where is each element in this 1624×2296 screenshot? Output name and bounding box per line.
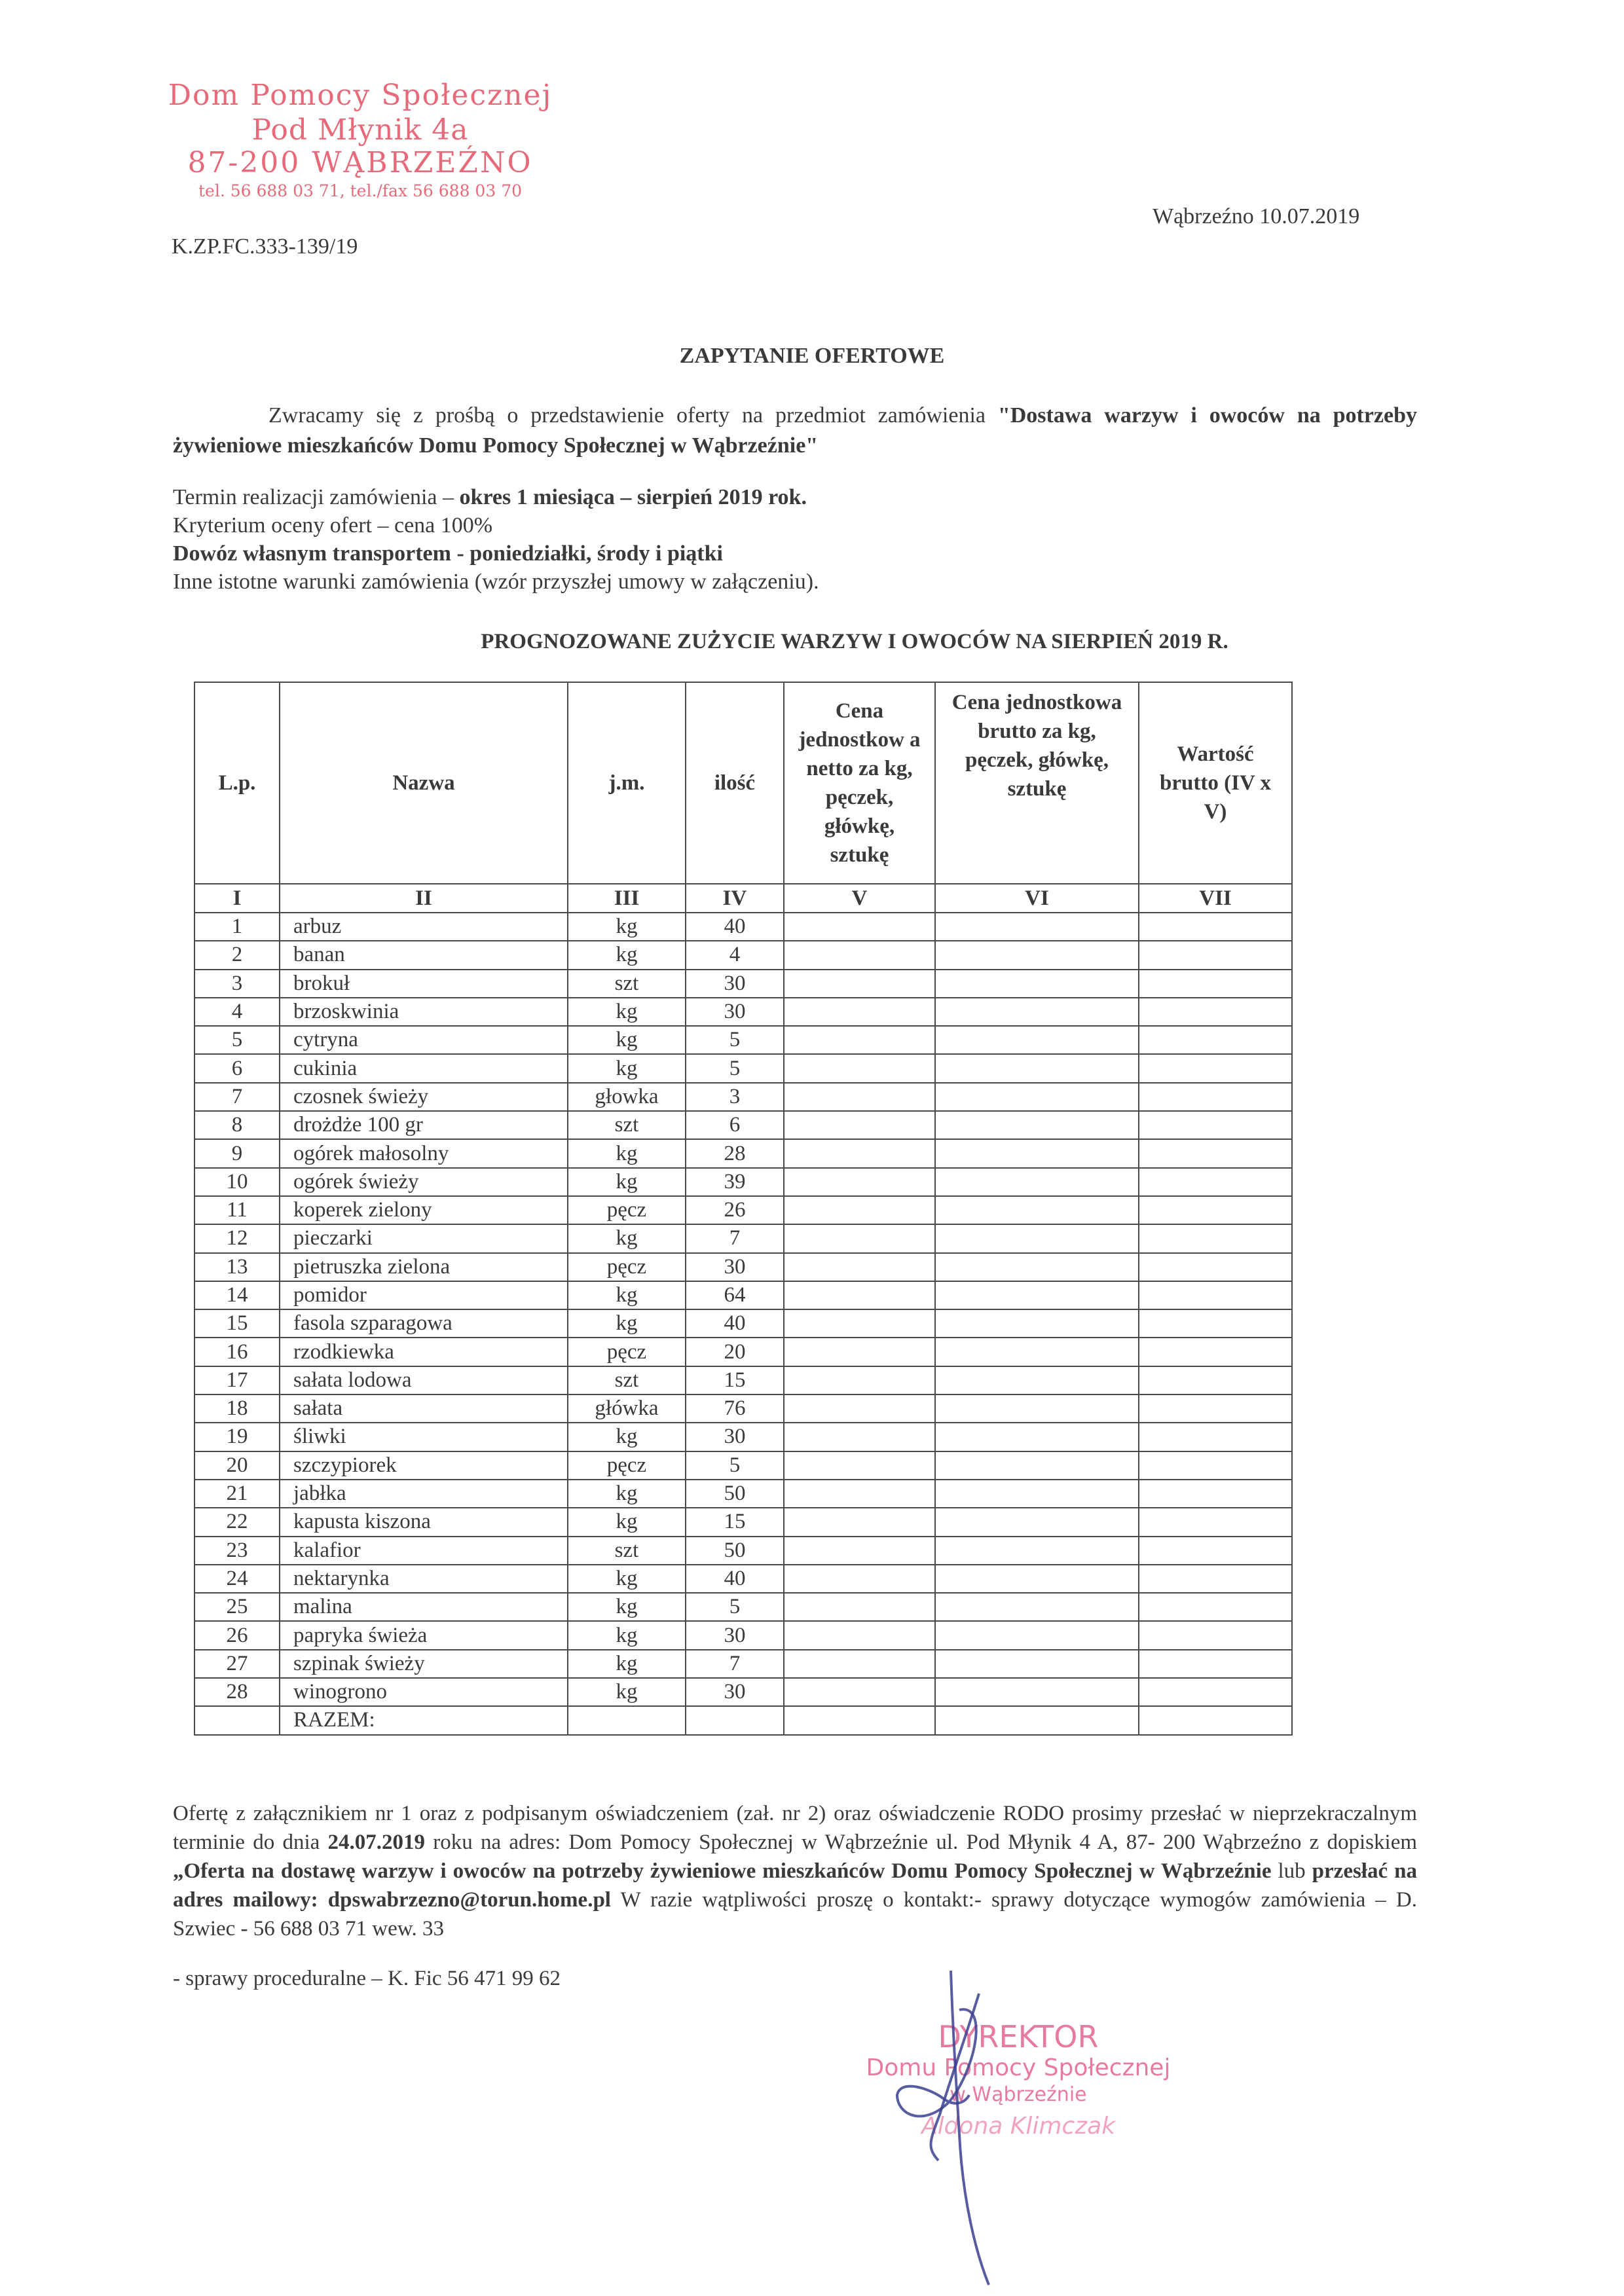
row-quantity: 28 xyxy=(686,1139,784,1167)
row-gross-price-cell[interactable] xyxy=(935,1621,1139,1649)
row-number: 20 xyxy=(194,1451,280,1480)
row-name: śliwki xyxy=(280,1423,568,1451)
row-number: 22 xyxy=(194,1508,280,1536)
row-unit: pęcz xyxy=(568,1196,686,1224)
row-net-price-cell[interactable] xyxy=(784,1621,935,1649)
table-row xyxy=(194,1423,1292,1451)
row-number: 25 xyxy=(194,1593,280,1621)
submission-text: Ofertę z załącznikiem nr 1 oraz z podpisanym oświadczeniem (zał. nr 2) oraz oświadczenie RODO prosimy przesłać w nieprzekraczalnym terminie do dnia xyxy=(173,1802,1417,1854)
row-quantity: 30 xyxy=(686,1253,784,1281)
total-row xyxy=(194,1706,1292,1734)
row-net-price-cell[interactable] xyxy=(784,941,935,969)
row-quantity: 40 xyxy=(686,1309,784,1338)
row-unit: kg xyxy=(568,1508,686,1536)
row-quantity: 15 xyxy=(686,1508,784,1536)
row-unit: pęcz xyxy=(568,1451,686,1480)
row-quantity: 5 xyxy=(686,1451,784,1480)
table-row xyxy=(194,1281,1292,1309)
row-unit: szt xyxy=(568,970,686,998)
row-net-price-cell[interactable] xyxy=(784,1196,935,1224)
row-gross-price-cell[interactable] xyxy=(935,1196,1139,1224)
row-unit: pęcz xyxy=(568,1338,686,1366)
row-net-price-cell[interactable] xyxy=(784,1451,935,1480)
row-number: 14 xyxy=(194,1281,280,1309)
row-quantity: 7 xyxy=(686,1224,784,1252)
row-number: 21 xyxy=(194,1480,280,1508)
row-name: kalafior xyxy=(280,1537,568,1565)
row-net-price-cell[interactable] xyxy=(784,1054,935,1082)
table-row xyxy=(194,1168,1292,1196)
row-gross-value-cell[interactable] xyxy=(1139,1253,1292,1281)
row-unit: głowka xyxy=(568,1083,686,1111)
row-name: malina xyxy=(280,1593,568,1621)
table-row xyxy=(194,1253,1292,1281)
row-net-price-cell[interactable] xyxy=(784,1394,935,1423)
terms-other: Inne istotne warunki zamówienia (wzór przyszłej umowy w załączeniu). xyxy=(173,570,819,594)
row-number: 24 xyxy=(194,1565,280,1593)
director-city: w Wąbrzeźnie xyxy=(950,2083,1087,2106)
row-gross-value-cell[interactable] xyxy=(1139,1224,1292,1252)
row-gross-value-cell[interactable] xyxy=(1139,1083,1292,1111)
row-quantity: 26 xyxy=(686,1196,784,1224)
director-title: DYREKTOR xyxy=(938,2019,1099,2054)
row-net-price-cell[interactable] xyxy=(784,1366,935,1394)
row-gross-value-cell[interactable] xyxy=(1139,970,1292,998)
row-gross-value-cell[interactable] xyxy=(1139,1196,1292,1224)
reference-number: K.ZP.FC.333-139/19 xyxy=(172,234,358,259)
row-number: 6 xyxy=(194,1054,280,1082)
intro-text: Zwracamy się z prośbą o przedstawienie oferty na przedmiot zamówienia xyxy=(268,403,998,428)
row-unit: szt xyxy=(568,1366,686,1394)
table-row xyxy=(194,1224,1292,1252)
row-gross-value-cell[interactable] xyxy=(1139,1111,1292,1139)
row-quantity: 40 xyxy=(686,1565,784,1593)
row-net-price-cell[interactable] xyxy=(784,1309,935,1338)
row-name: drożdże 100 gr xyxy=(280,1111,568,1139)
stamp-org-name: Dom Pomocy Społecznej xyxy=(168,79,553,112)
row-name: szczypiorek xyxy=(280,1451,568,1480)
row-net-price-cell[interactable] xyxy=(784,1026,935,1054)
table-row xyxy=(194,941,1292,969)
row-unit: kg xyxy=(568,941,686,969)
row-unit: pęcz xyxy=(568,1253,686,1281)
column-number: I xyxy=(194,884,280,913)
row-gross-price-cell[interactable] xyxy=(935,1281,1139,1309)
column-number: II xyxy=(280,884,568,913)
row-number: 7 xyxy=(194,1083,280,1111)
row-gross-price-cell[interactable] xyxy=(935,1480,1139,1508)
row-quantity: 4 xyxy=(686,941,784,969)
header-gross-price: Cena jednostkowa brutto za kg, pęczek, główkę, sztukę xyxy=(935,682,1139,884)
row-quantity: 20 xyxy=(686,1338,784,1366)
row-net-price-cell[interactable] xyxy=(784,1508,935,1536)
row-quantity: 39 xyxy=(686,1168,784,1196)
row-name: cytryna xyxy=(280,1026,568,1054)
table-row xyxy=(194,1678,1292,1706)
submission-email[interactable]: przesłać na adres mailowy: dpswabrzezno@torun.home.pl xyxy=(173,1859,1417,1912)
row-net-price-cell[interactable] xyxy=(784,1480,935,1508)
row-gross-price-cell[interactable] xyxy=(935,1366,1139,1394)
row-name: czosnek świeży xyxy=(280,1083,568,1111)
row-name: brokuł xyxy=(280,970,568,998)
row-number: 12 xyxy=(194,1224,280,1252)
row-quantity: 7 xyxy=(686,1650,784,1678)
row-unit: kg xyxy=(568,1621,686,1649)
document-title: ZAPYTANIE OFERTOWE xyxy=(679,344,945,368)
row-unit: kg xyxy=(568,1423,686,1451)
stamp-street: Pod Młynik 4a xyxy=(251,113,469,147)
row-gross-price-cell[interactable] xyxy=(935,1338,1139,1366)
row-name: ogórek świeży xyxy=(280,1168,568,1196)
row-unit: kg xyxy=(568,1224,686,1252)
row-name: winogrono xyxy=(280,1678,568,1706)
row-gross-value-cell[interactable] xyxy=(1139,1394,1292,1423)
table-row xyxy=(194,1480,1292,1508)
table-row xyxy=(194,1366,1292,1394)
row-name: sałata lodowa xyxy=(280,1366,568,1394)
terms-block xyxy=(173,483,1417,596)
table-title: PROGNOZOWANE ZUŻYCIE WARZYW I OWOCÓW NA SIERPIEŃ 2019 R. xyxy=(481,630,1228,653)
director-name: Aldona Klimczak xyxy=(921,2113,1116,2140)
row-number: 26 xyxy=(194,1621,280,1649)
row-number: 1 xyxy=(194,913,280,941)
table-row xyxy=(194,1083,1292,1111)
director-institution: Domu Pomocy Społecznej xyxy=(866,2054,1171,2081)
table-row xyxy=(194,1309,1292,1338)
row-number: 10 xyxy=(194,1168,280,1196)
row-net-price-cell[interactable] xyxy=(784,1565,935,1593)
total-quantity xyxy=(686,1706,784,1734)
handwritten-signature xyxy=(819,1951,1211,2291)
row-name: ogórek małosolny xyxy=(280,1139,568,1167)
row-gross-value-cell[interactable] xyxy=(1139,1480,1292,1508)
header-quantity: ilość xyxy=(686,682,784,884)
row-gross-value-cell[interactable] xyxy=(1139,1593,1292,1621)
row-gross-value-cell[interactable] xyxy=(1139,1338,1292,1366)
header-name: Nazwa xyxy=(280,682,568,884)
row-number: 9 xyxy=(194,1139,280,1167)
terms-deadline-value: okres 1 miesiąca – sierpień 2019 rok. xyxy=(459,485,807,509)
row-unit: kg xyxy=(568,1026,686,1054)
row-name: rzodkiewka xyxy=(280,1338,568,1366)
total-net[interactable] xyxy=(784,1706,935,1734)
row-unit: kg xyxy=(568,1678,686,1706)
row-quantity: 50 xyxy=(686,1537,784,1565)
row-net-price-cell[interactable] xyxy=(784,1537,935,1565)
stamp-city: 87-200 WĄBRZEŹNO xyxy=(187,146,533,179)
table-row xyxy=(194,1565,1292,1593)
row-gross-price-cell[interactable] xyxy=(935,1678,1139,1706)
row-quantity: 5 xyxy=(686,1593,784,1621)
row-number: 11 xyxy=(194,1196,280,1224)
column-number: V xyxy=(784,884,935,913)
row-name: nektarynka xyxy=(280,1565,568,1593)
row-net-price-cell[interactable] xyxy=(784,1111,935,1139)
table-row xyxy=(194,970,1292,998)
row-number: 18 xyxy=(194,1394,280,1423)
row-net-price-cell[interactable] xyxy=(784,1139,935,1167)
row-unit: kg xyxy=(568,1168,686,1196)
row-gross-price-cell[interactable] xyxy=(935,1508,1139,1536)
row-net-price-cell[interactable] xyxy=(784,998,935,1026)
row-gross-value-cell[interactable] xyxy=(1139,1026,1292,1054)
row-quantity: 30 xyxy=(686,998,784,1026)
row-unit: kg xyxy=(568,1565,686,1593)
total-label: RAZEM: xyxy=(280,1706,568,1734)
row-quantity: 50 xyxy=(686,1480,784,1508)
row-gross-price-cell[interactable] xyxy=(935,1423,1139,1451)
total-empty xyxy=(194,1706,280,1734)
row-gross-value-cell[interactable] xyxy=(1139,1621,1292,1649)
row-number: 3 xyxy=(194,970,280,998)
column-number: III xyxy=(568,884,686,913)
row-name: banan xyxy=(280,941,568,969)
row-gross-price-cell[interactable] xyxy=(935,1650,1139,1678)
row-name: pomidor xyxy=(280,1281,568,1309)
row-net-price-cell[interactable] xyxy=(784,1253,935,1281)
row-unit: kg xyxy=(568,1281,686,1309)
terms-deadline xyxy=(173,483,1417,511)
row-quantity: 5 xyxy=(686,1026,784,1054)
header-gross-value: Wartość brutto (IV x V) xyxy=(1139,682,1292,884)
row-number: 16 xyxy=(194,1338,280,1366)
row-unit: kg xyxy=(568,1054,686,1082)
row-number: 4 xyxy=(194,998,280,1026)
row-gross-value-cell[interactable] xyxy=(1139,1423,1292,1451)
row-name: fasola szparagowa xyxy=(280,1309,568,1338)
row-unit: kg xyxy=(568,1650,686,1678)
row-gross-value-cell[interactable] xyxy=(1139,1281,1292,1309)
row-number: 19 xyxy=(194,1423,280,1451)
row-quantity: 15 xyxy=(686,1366,784,1394)
row-name: papryka świeża xyxy=(280,1621,568,1649)
row-gross-price-cell[interactable] xyxy=(935,1593,1139,1621)
row-quantity: 64 xyxy=(686,1281,784,1309)
row-gross-value-cell[interactable] xyxy=(1139,1451,1292,1480)
row-gross-value-cell[interactable] xyxy=(1139,941,1292,969)
table-row xyxy=(194,1338,1292,1366)
row-number: 8 xyxy=(194,1111,280,1139)
row-gross-price-cell[interactable] xyxy=(935,1168,1139,1196)
row-net-price-cell[interactable] xyxy=(784,1593,935,1621)
row-gross-price-cell[interactable] xyxy=(935,1253,1139,1281)
header-unit: j.m. xyxy=(568,682,686,884)
row-gross-price-cell[interactable] xyxy=(935,941,1139,969)
terms-delivery xyxy=(173,539,1417,568)
row-name: brzoskwinia xyxy=(280,998,568,1026)
row-quantity: 40 xyxy=(686,913,784,941)
row-name: szpinak świeży xyxy=(280,1650,568,1678)
row-name: pieczarki xyxy=(280,1224,568,1252)
row-name: sałata xyxy=(280,1394,568,1423)
submission-address: roku na adres: Dom Pomocy Społecznej w Wąbrzeźnie ul. Pod Młynik 4 A, 87- 200 Wąbrzeźno z dopiskiem xyxy=(425,1831,1418,1854)
table-row xyxy=(194,1394,1292,1423)
row-net-price-cell[interactable] xyxy=(784,1168,935,1196)
row-gross-value-cell[interactable] xyxy=(1139,1139,1292,1167)
row-gross-price-cell[interactable] xyxy=(935,970,1139,998)
row-gross-value-cell[interactable] xyxy=(1139,1678,1292,1706)
row-gross-price-cell[interactable] xyxy=(935,1111,1139,1139)
table-row xyxy=(194,1621,1292,1649)
row-unit: kg xyxy=(568,913,686,941)
row-gross-price-cell[interactable] xyxy=(935,1565,1139,1593)
row-unit: kg xyxy=(568,998,686,1026)
row-gross-price-cell[interactable] xyxy=(935,1224,1139,1252)
table-row xyxy=(194,1139,1292,1167)
table-row xyxy=(194,1593,1292,1621)
row-gross-price-cell[interactable] xyxy=(935,1537,1139,1565)
row-number: 5 xyxy=(194,1026,280,1054)
row-gross-value-cell[interactable] xyxy=(1139,998,1292,1026)
row-gross-value-cell[interactable] xyxy=(1139,1168,1292,1196)
table-row xyxy=(194,1537,1292,1565)
table-row xyxy=(194,998,1292,1026)
row-gross-price-cell[interactable] xyxy=(935,1309,1139,1338)
table-body xyxy=(194,913,1292,1735)
row-number: 27 xyxy=(194,1650,280,1678)
row-quantity: 3 xyxy=(686,1083,784,1111)
row-quantity: 30 xyxy=(686,1621,784,1649)
total-unit xyxy=(568,1706,686,1734)
table-row xyxy=(194,913,1292,941)
table-row xyxy=(194,1451,1292,1480)
submission-or: lub xyxy=(1271,1859,1312,1883)
total-gross[interactable] xyxy=(935,1706,1139,1734)
row-gross-price-cell[interactable] xyxy=(935,998,1139,1026)
row-gross-value-cell[interactable] xyxy=(1139,913,1292,941)
row-unit: szt xyxy=(568,1537,686,1565)
column-number: VII xyxy=(1139,884,1292,913)
row-net-price-cell[interactable] xyxy=(784,1338,935,1366)
row-quantity: 76 xyxy=(686,1394,784,1423)
row-gross-value-cell[interactable] xyxy=(1139,1309,1292,1338)
total-value[interactable] xyxy=(1139,1706,1292,1734)
row-number: 13 xyxy=(194,1253,280,1281)
table-row xyxy=(194,1111,1292,1139)
place-date: Wąbrzeźno 10.07.2019 xyxy=(1153,204,1360,228)
row-quantity: 30 xyxy=(686,1423,784,1451)
row-gross-value-cell[interactable] xyxy=(1139,1565,1292,1593)
row-net-price-cell[interactable] xyxy=(784,1083,935,1111)
row-gross-value-cell[interactable] xyxy=(1139,1537,1292,1565)
row-net-price-cell[interactable] xyxy=(784,1224,935,1252)
row-name: pietruszka zielona xyxy=(280,1253,568,1281)
terms-delivery-text: Dowóz własnym transportem - poniedziałki, środy i piątki xyxy=(173,541,723,566)
row-quantity: 30 xyxy=(686,970,784,998)
table-header-row xyxy=(194,682,1292,884)
row-unit: szt xyxy=(568,1111,686,1139)
stamp-phone: tel. 56 688 03 71, tel./fax 56 688 03 70 xyxy=(198,181,523,200)
row-gross-price-cell[interactable] xyxy=(935,1394,1139,1423)
row-name: arbuz xyxy=(280,913,568,941)
row-net-price-cell[interactable] xyxy=(784,913,935,941)
row-gross-price-cell[interactable] xyxy=(935,913,1139,941)
row-gross-price-cell[interactable] xyxy=(935,1026,1139,1054)
table-row xyxy=(194,1026,1292,1054)
row-quantity: 6 xyxy=(686,1111,784,1139)
row-name: jabłka xyxy=(280,1480,568,1508)
contact-procedural: - sprawy proceduralne – K. Fic 56 471 99 62 xyxy=(173,1967,561,1990)
table-row xyxy=(194,1196,1292,1224)
row-gross-price-cell[interactable] xyxy=(935,1451,1139,1480)
table-row xyxy=(194,1054,1292,1082)
row-net-price-cell[interactable] xyxy=(784,1423,935,1451)
intro-subject: "Dostawa warzyw i owoców na potrzeby żywieniowe mieszkańców Domu Pomocy Społecznej w Wąbrzeźnie" xyxy=(173,403,1418,458)
row-unit: kg xyxy=(568,1309,686,1338)
intro-paragraph xyxy=(173,401,1417,461)
row-unit: kg xyxy=(568,1593,686,1621)
row-unit: kg xyxy=(568,1480,686,1508)
row-gross-price-cell[interactable] xyxy=(935,1054,1139,1082)
row-gross-price-cell[interactable] xyxy=(935,1083,1139,1111)
row-number: 15 xyxy=(194,1309,280,1338)
row-unit: główka xyxy=(568,1394,686,1423)
table-row xyxy=(194,1508,1292,1536)
row-quantity: 5 xyxy=(686,1054,784,1082)
table-row xyxy=(194,1650,1292,1678)
row-quantity: 30 xyxy=(686,1678,784,1706)
row-number: 28 xyxy=(194,1678,280,1706)
row-number: 2 xyxy=(194,941,280,969)
column-number: IV xyxy=(686,884,784,913)
submission-deadline: 24.07.2019 xyxy=(327,1831,426,1854)
row-net-price-cell[interactable] xyxy=(784,1650,935,1678)
header-lp: L.p. xyxy=(194,682,280,884)
row-number: 17 xyxy=(194,1366,280,1394)
row-gross-value-cell[interactable] xyxy=(1139,1054,1292,1082)
row-name: koperek zielony xyxy=(280,1196,568,1224)
consumption-table xyxy=(194,682,1293,1736)
organization-stamp xyxy=(164,77,557,203)
row-name: kapusta kiszona xyxy=(280,1508,568,1536)
column-numbers-row xyxy=(194,884,1292,913)
submission-marking: „Oferta na dostawę warzyw i owoców na potrzeby żywieniowe mieszkańców Domu Pomocy Społecznej w Wąbrzeźnie xyxy=(173,1859,1272,1883)
row-gross-value-cell[interactable] xyxy=(1139,1366,1292,1394)
row-gross-value-cell[interactable] xyxy=(1139,1508,1292,1536)
submission-contact: W razie wątpliwości proszę o kontakt:- sprawy dotyczące wymogów zamówienia – D. Szwiec - 56 688 03 71 wew. 33 xyxy=(173,1888,1417,1941)
column-number: VI xyxy=(935,884,1139,913)
row-net-price-cell[interactable] xyxy=(784,1281,935,1309)
header-net-price: Cena jednostkow a netto za kg, pęczek, główkę, sztukę xyxy=(784,682,935,884)
submission-paragraph xyxy=(173,1799,1417,1943)
terms-deadline-label: Termin realizacji zamówienia – xyxy=(173,485,460,509)
row-unit: kg xyxy=(568,1139,686,1167)
terms-criterion: Kryterium oceny ofert – cena 100% xyxy=(173,513,493,538)
row-net-price-cell[interactable] xyxy=(784,1678,935,1706)
row-name: cukinia xyxy=(280,1054,568,1082)
row-gross-price-cell[interactable] xyxy=(935,1139,1139,1167)
row-number: 23 xyxy=(194,1537,280,1565)
row-net-price-cell[interactable] xyxy=(784,970,935,998)
row-gross-value-cell[interactable] xyxy=(1139,1650,1292,1678)
